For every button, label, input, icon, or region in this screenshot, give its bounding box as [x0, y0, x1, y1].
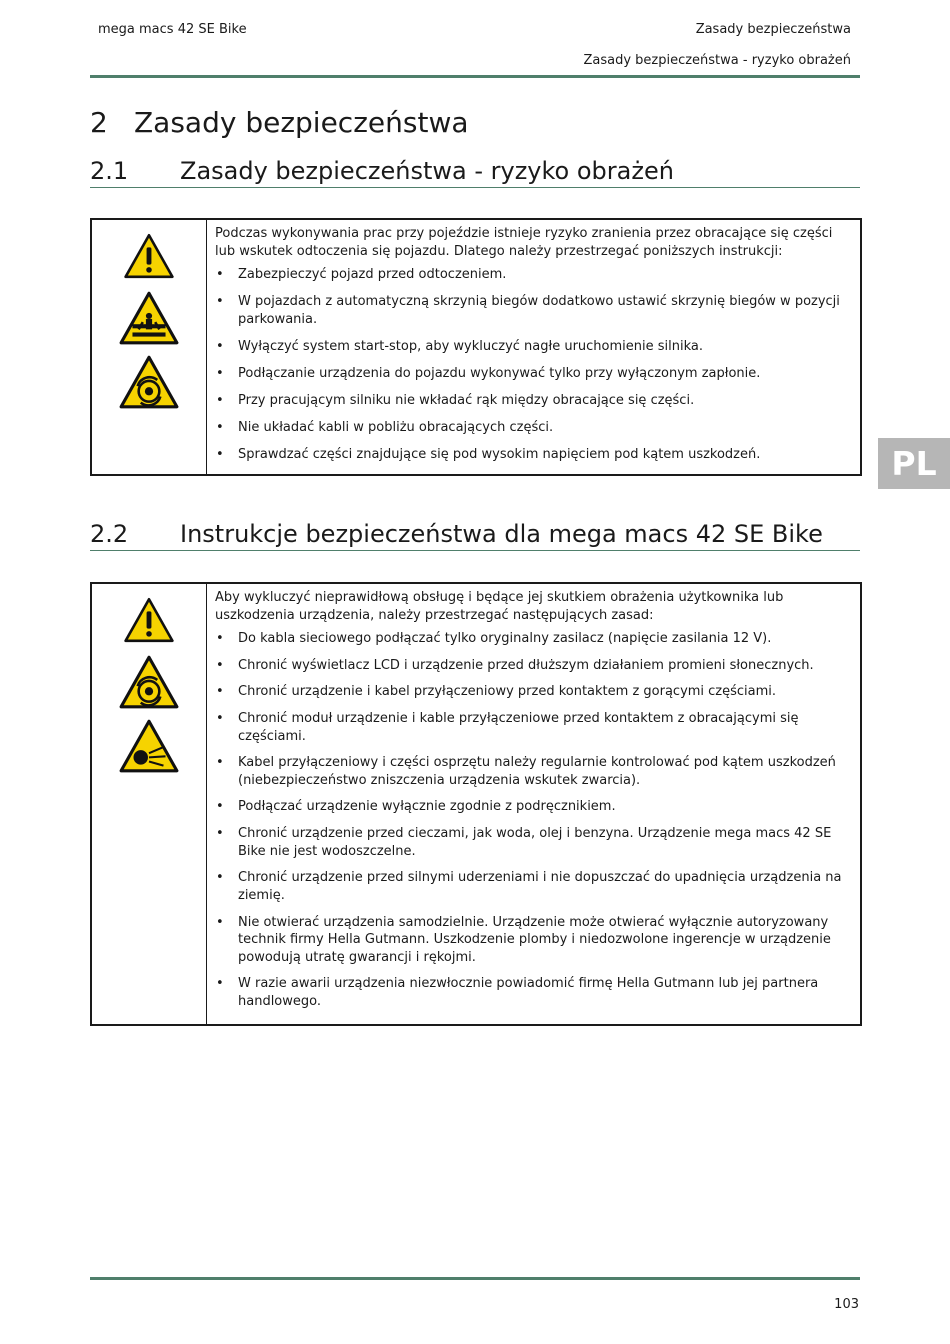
safety-text-device: [207, 584, 860, 1024]
section-number: 2.2: [90, 520, 129, 548]
list-item: • Podłączać urządzenie wyłącznie zgodnie z podręcznikiem.: [215, 798, 852, 816]
list-item: • W pojazdach z automatyczną skrzynią biegów dodatkowo ustawić skrzynię biegów w pozycji parkowania.: [215, 293, 852, 328]
list-item: • Przy pracującym silniku nie wkładać rąk między obracające się części.: [215, 392, 852, 410]
instruction-list: [215, 630, 852, 1010]
page-number: 103: [834, 1297, 859, 1312]
list-item: • Sprawdzać części znajdujące się pod wysokim napięciem pod kątem uszkodzeń.: [215, 446, 852, 464]
list-item: • Do kabla sieciowego podłączać tylko oryginalny zasilacz (napięcie zasilania 12 V).: [215, 630, 852, 648]
section-number: 2.1: [90, 157, 129, 185]
intro-text: Podczas wykonywania prac przy pojeździe istnieje ryzyko zranienia przez obracające się części lub wskutek odtoczenia się pojazdu. Dlatego należy przestrzegać poniższych instrukcji:: [215, 226, 833, 259]
header-rule: [90, 75, 860, 78]
list-item: • Chronić wyświetlacz LCD i urządzenie przed dłuższym działaniem promieni słonecznych.: [215, 657, 852, 675]
list-item: • Kabel przyłączeniowy i części osprzętu należy regularnie kontrolować pod kątem uszkodzeń (niebezpieczeństwo zniszczenia urządzenia wskutek zwarcia).: [215, 754, 852, 789]
list-item: • Chronić urządzenie i kabel przyłączeniowy przed kontaktem z gorącymi częściami.: [215, 683, 852, 701]
section-title: Instrukcje bezpieczeństwa dla mega macs 42 SE Bike: [180, 520, 823, 548]
language-tab: PL: [878, 438, 950, 489]
chapter-number: 2: [90, 106, 108, 139]
rotating-parts-icon: [118, 654, 180, 710]
list-item: • Wyłączyć system start-stop, aby wykluczyć nagłe uruchomienie silnika.: [215, 338, 852, 356]
chapter-title: Zasady bezpieczeństwa: [134, 106, 469, 139]
chapter-heading: [90, 106, 469, 139]
safety-text-injury: [207, 220, 860, 474]
list-item: • Chronić urządzenie przed cieczami, jak woda, olej i benzyna. Urządzenie mega macs 42 SE Bike nie jest wodoszczelne.: [215, 825, 852, 860]
instruction-list: [215, 266, 852, 463]
header-section-title: Zasady bezpieczeństwa - ryzyko obrażeń: [583, 53, 851, 68]
list-item: • W razie awarii urządzenia niezwłocznie powiadomić firmę Hella Gutmann lub jej partnera handlowego.: [215, 975, 852, 1010]
warning-icons-column: [92, 220, 207, 474]
general-warning-icon: [123, 230, 175, 282]
warning-icons-column: [92, 584, 207, 1024]
footer-rule: [90, 1277, 860, 1280]
list-item: • Zabezpieczyć pojazd przed odtoczeniem.: [215, 266, 852, 284]
list-item: • Podłączanie urządzenia do pojazdu wykonywać tylko przy wyłączonym zapłonie.: [215, 365, 852, 383]
hot-surface-spray-icon: [118, 718, 180, 774]
general-warning-icon: [123, 594, 175, 646]
rotating-parts-icon: [118, 354, 180, 410]
crush-hazard-icon: [118, 290, 180, 346]
list-item: • Nie układać kabli w pobliżu obracających części.: [215, 419, 852, 437]
intro-text: Aby wykluczyć nieprawidłową obsługę i będące jej skutkiem obrażenia użytkownika lub uszkodzenia urządzenia, należy przestrzegać następujących zasad:: [215, 590, 784, 623]
header-product-name: mega macs 42 SE Bike: [98, 22, 247, 37]
section-heading-2-1: [90, 157, 860, 188]
header-chapter-title: Zasady bezpieczeństwa: [695, 22, 851, 37]
section-title: Zasady bezpieczeństwa - ryzyko obrażeń: [180, 157, 674, 185]
safety-box-injury: [90, 218, 862, 476]
safety-box-device: [90, 582, 862, 1026]
section-heading-2-2: [90, 520, 860, 551]
list-item: • Chronić urządzenie przed silnymi uderzeniami i nie dopuszczać do upadnięcia urządzenia na ziemię.: [215, 869, 852, 904]
list-item: • Nie otwierać urządzenia samodzielnie. Urządzenie może otwierać wyłącznie autoryzowany technik firmy Hella Gutmann. Uszkodzenie plomby i niedozwolone ingerencje w urządzenie powodują utratę gwarancji i rękojmi.: [215, 914, 852, 967]
list-item: • Chronić moduł urządzenie i kable przyłączeniowe przed kontaktem z obracającymi się częściami.: [215, 710, 852, 745]
